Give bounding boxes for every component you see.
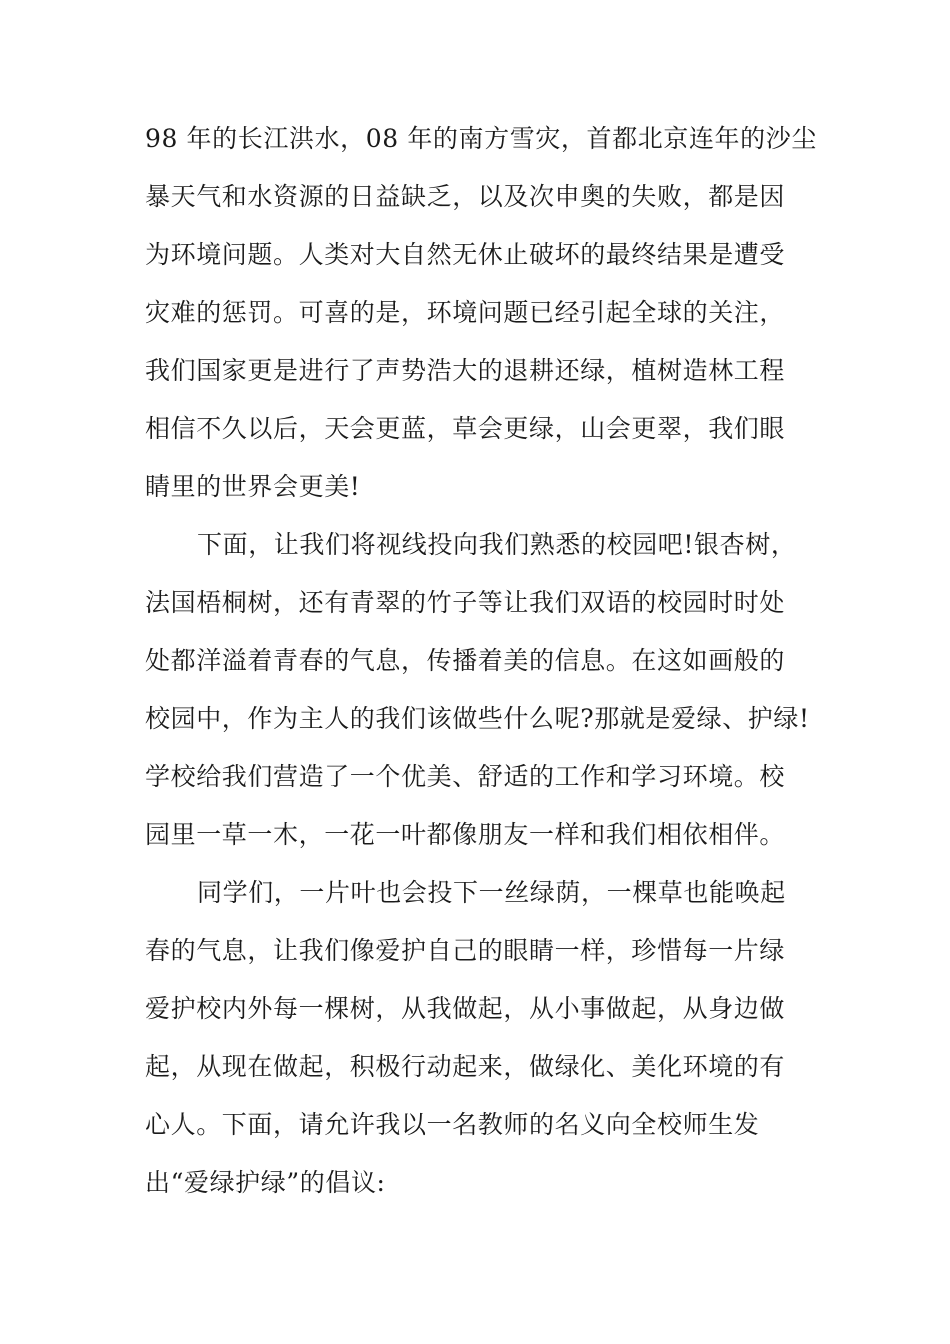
paragraph-3: [145, 864, 820, 1212]
text-line: 校园中，作为主人的我们该做些什么呢?那就是爱绿、护绿!: [145, 704, 810, 733]
text-line: 暴天气和水资源的日益缺乏，以及次申奥的失败，都是因: [145, 182, 786, 211]
text-line: 出“爱绿护绿”的倡议:: [145, 1168, 386, 1197]
text-line: 98 年的长江洪水，08 年的南方雪灾，首都北京连年的沙尘: [145, 124, 817, 153]
text-line: 灾难的惩罚。可喜的是，环境问题已经引起全球的关注，: [145, 298, 786, 327]
paragraph-1: [145, 110, 820, 516]
text-line: 相信不久以后，天会更蓝，草会更绿，山会更翠，我们眼: [145, 414, 786, 443]
body-text: [145, 110, 820, 1212]
text-line: 睛里的世界会更美!: [145, 472, 361, 501]
text-line: 同学们，一片叶也会投下一丝绿荫，一棵草也能唤起: [197, 878, 786, 907]
text-line: 园里一草一木，一花一叶都像朋友一样和我们相依相伴。: [145, 820, 786, 849]
text-line: 爱护校内外每一棵树，从我做起，从小事做起，从身边做: [145, 994, 786, 1023]
text-line: 为环境问题。人类对大自然无休止破坏的最终结果是遭受: [145, 240, 786, 269]
text-line: 下面，让我们将视线投向我们熟悉的校园吧!银杏树，: [197, 530, 797, 559]
text-line: 学校给我们营造了一个优美、舒适的工作和学习环境。校: [145, 762, 786, 791]
text-line: 心人。下面，请允许我以一名教师的名义向全校师生发: [145, 1110, 760, 1139]
text-line: 处都洋溢着青春的气息，传播着美的信息。在这如画般的: [145, 646, 786, 675]
text-line: 春的气息，让我们像爱护自己的眼睛一样，珍惜每一片绿: [145, 936, 786, 965]
paragraph-2: [145, 516, 820, 864]
text-line: 我们国家更是进行了声势浩大的退耕还绿，植树造林工程: [145, 356, 786, 385]
text-line: 法国梧桐树，还有青翠的竹子等让我们双语的校园时时处: [145, 588, 786, 617]
text-line: 起，从现在做起，积极行动起来，做绿化、美化环境的有: [145, 1052, 786, 1081]
